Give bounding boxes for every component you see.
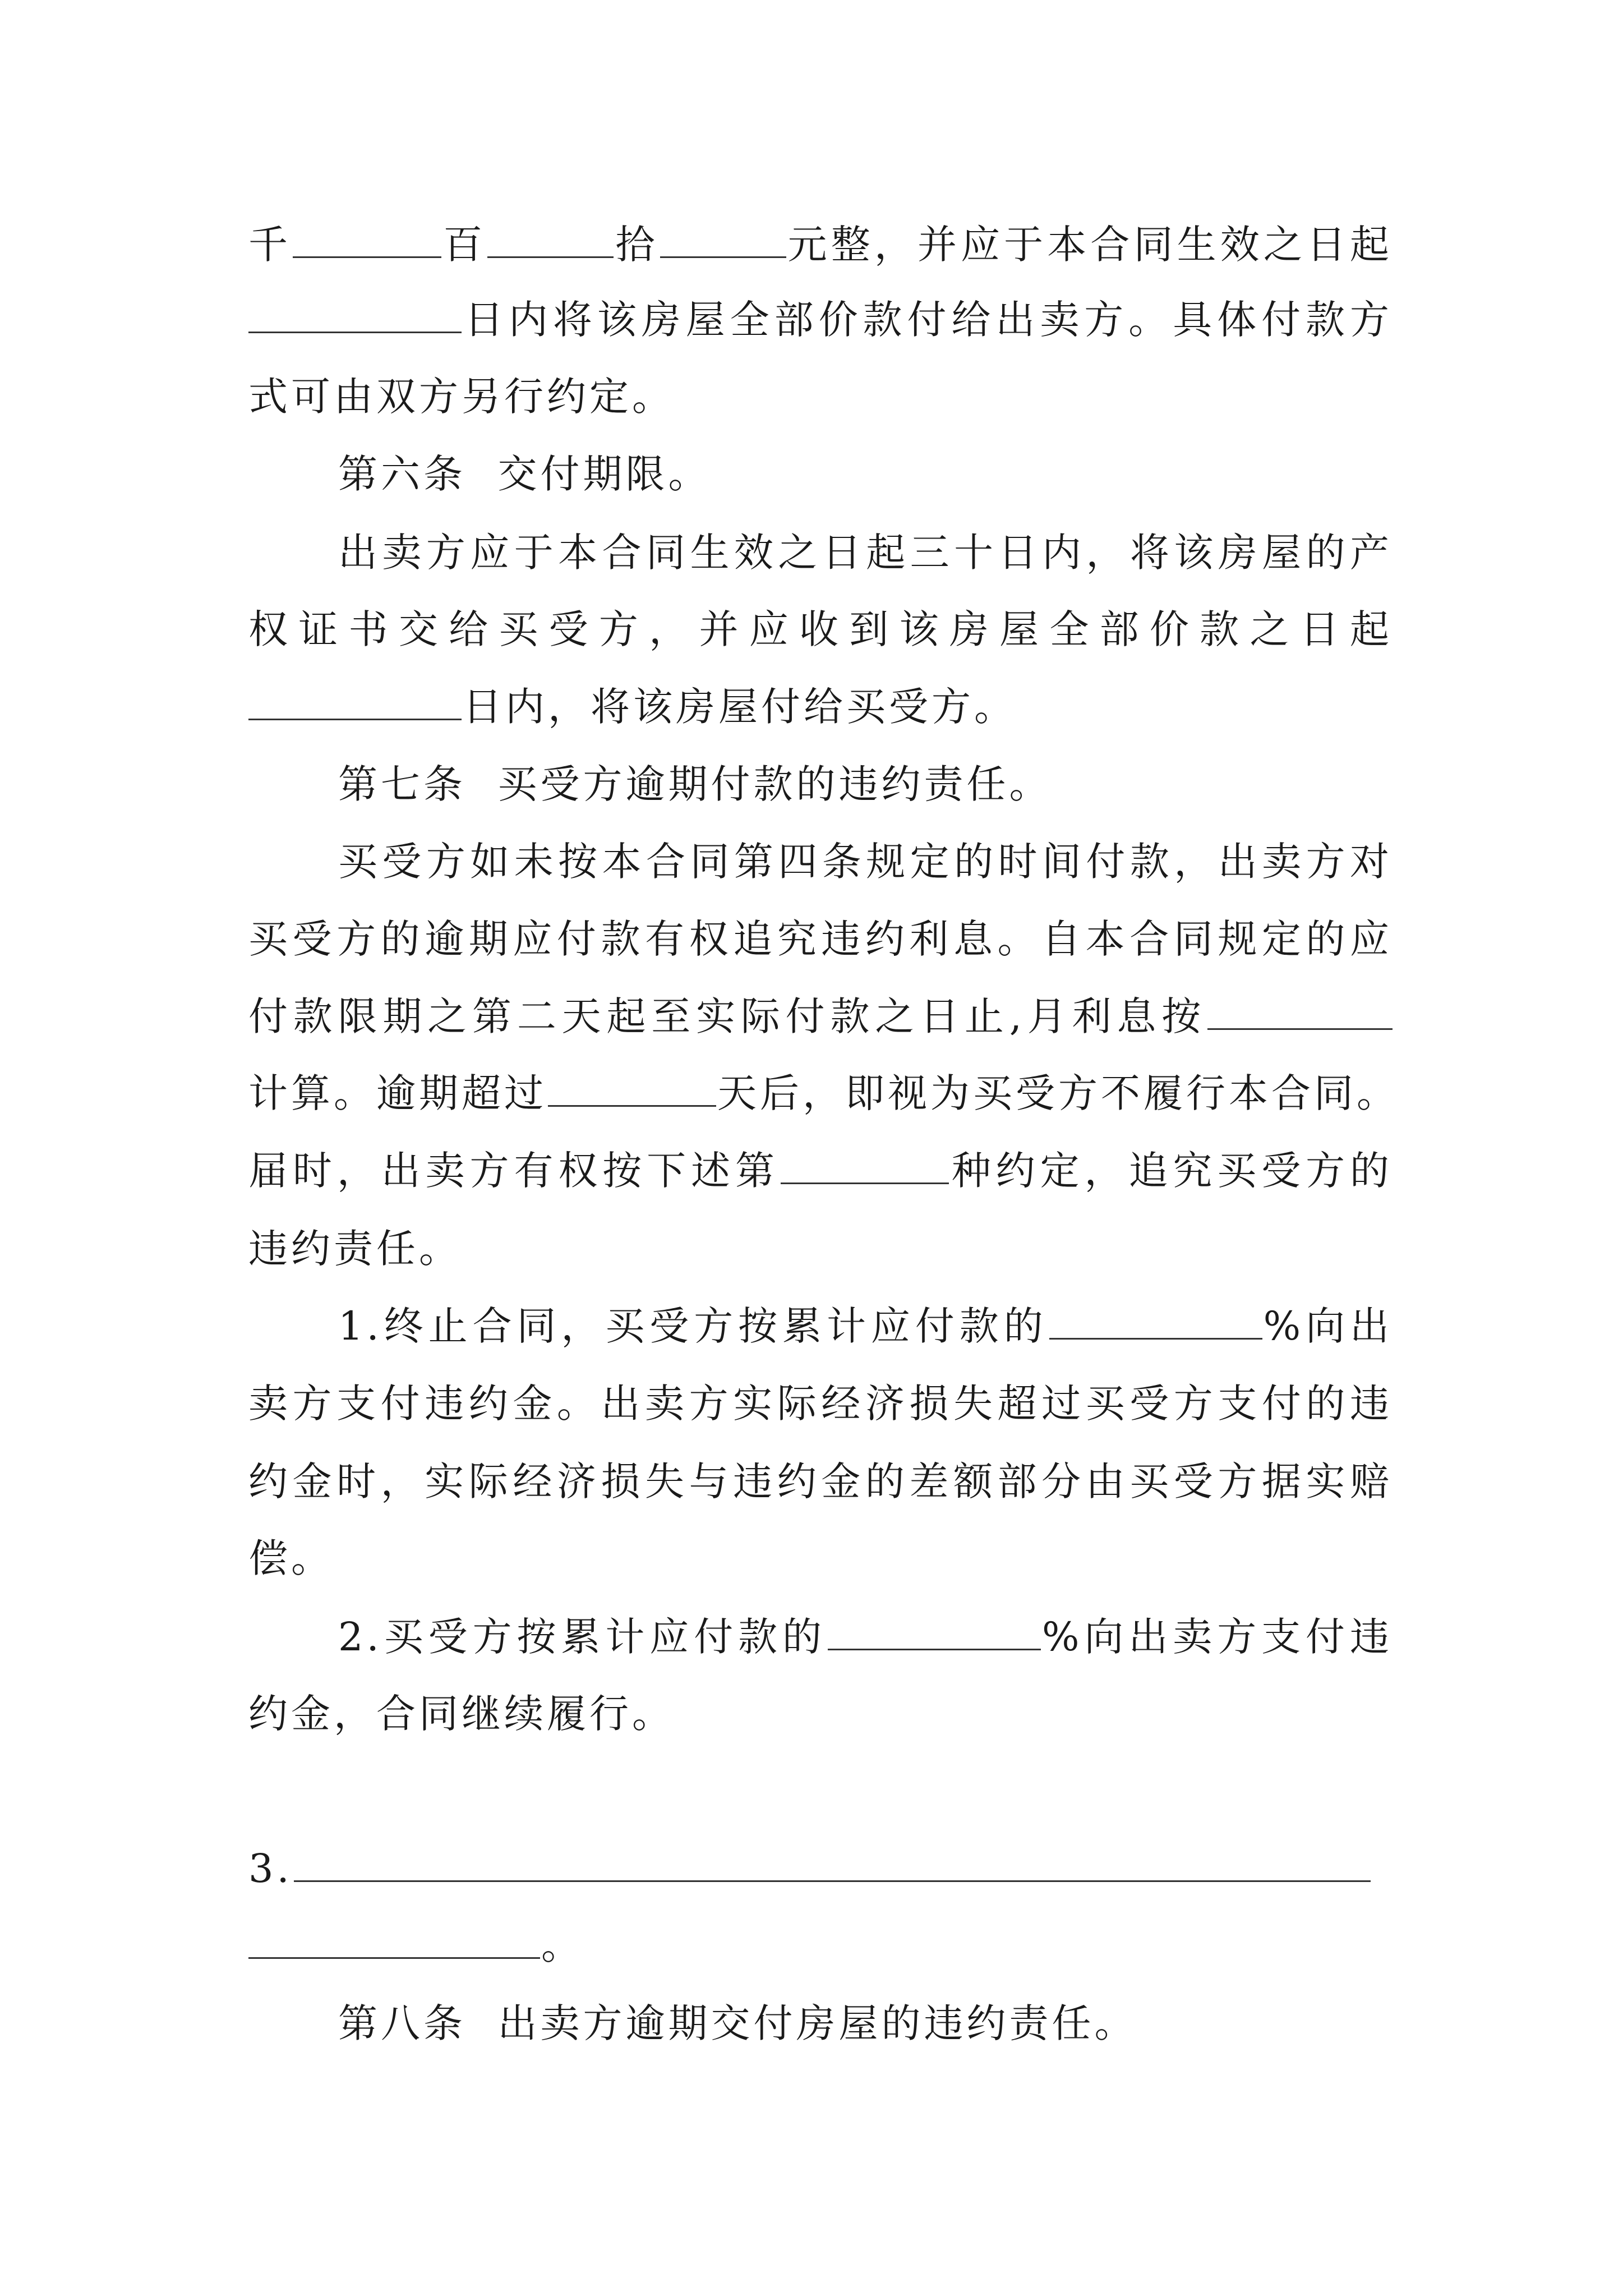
fill-in-blank[interactable] xyxy=(294,1841,1371,1882)
text-segment: 买受方如未按本合同第四条规定的时间付款，出卖方对 xyxy=(338,839,1393,885)
fill-in-blank[interactable] xyxy=(248,679,462,720)
fill-in-blank[interactable] xyxy=(548,1066,716,1107)
text-segment: 1.终止合同，买受方按累计应付款的 xyxy=(338,1303,1048,1349)
text-segment: %向出卖方支付违 xyxy=(1041,1614,1393,1660)
text-segment: 元整，并应于本合同生效之日起 xyxy=(787,222,1393,268)
text-line xyxy=(248,1137,1393,1204)
text-line xyxy=(248,1525,1393,1592)
fill-in-blank[interactable] xyxy=(1207,989,1393,1030)
fill-in-blank[interactable] xyxy=(828,1609,1041,1650)
list-item xyxy=(248,1835,1393,1902)
text-line xyxy=(248,1060,1399,1127)
text-segment: 计算。逾期超过 xyxy=(248,1070,547,1116)
article-heading xyxy=(338,751,1393,818)
text-line xyxy=(248,596,1393,663)
text-line xyxy=(248,673,1393,740)
text-segment: 第八条 出卖方逾期交付房屋的违约责任。 xyxy=(338,2000,1137,2046)
text-segment: 约金时，实际经济损失与违约金的差额部分由买受方据实赔 xyxy=(248,1458,1393,1504)
text-segment: 付款限期之第二天起至实际付款之日止,月利息按 xyxy=(248,993,1206,1039)
text-segment: 拾 xyxy=(615,222,659,268)
text-line xyxy=(338,519,1393,586)
text-segment: 千 xyxy=(248,222,292,268)
text-segment: 第七条 买受方逾期付款的违约责任。 xyxy=(338,761,1052,807)
text-segment: 出卖方应于本合同生效之日起三十日内，将该房屋的产 xyxy=(338,530,1393,576)
fill-in-blank[interactable] xyxy=(248,1918,540,1959)
fill-in-blank[interactable] xyxy=(293,217,441,258)
text-segment: 买受方的逾期应付款有权追究违约利息。自本合同规定的应 xyxy=(248,916,1393,962)
text-segment: 卖方支付违约金。出卖方实际经济损失超过买受方支付的违 xyxy=(248,1381,1393,1427)
text-line xyxy=(248,363,1393,430)
text-line xyxy=(248,983,1393,1050)
text-segment: 偿。 xyxy=(248,1535,334,1581)
text-segment: 第六条 交付期限。 xyxy=(338,451,711,497)
text-segment: 种约定，追究买受方的 xyxy=(949,1148,1393,1194)
text-line xyxy=(248,1448,1393,1515)
text-line xyxy=(248,211,1393,278)
text-segment: 天后，即视为买受方不履行本合同。 xyxy=(717,1070,1399,1116)
text-line xyxy=(248,1370,1393,1437)
text-segment: 式可由双方另行约定。 xyxy=(248,374,675,420)
fill-in-blank[interactable] xyxy=(1049,1299,1262,1340)
article-heading xyxy=(338,1990,1393,2057)
text-line xyxy=(248,1680,1393,1747)
text-segment: 届时，出卖方有权按下述第 xyxy=(248,1148,780,1194)
fill-in-blank[interactable] xyxy=(660,217,786,258)
list-item xyxy=(338,1603,1393,1671)
text-line xyxy=(248,286,1393,353)
text-segment: 百 xyxy=(442,222,487,268)
text-segment: 2.买受方按累计应付款的 xyxy=(338,1614,827,1660)
text-segment: 日内，将该房屋付给买受方。 xyxy=(463,684,1017,730)
list-item xyxy=(338,1292,1393,1360)
article-heading xyxy=(338,440,1393,508)
text-line xyxy=(248,905,1393,973)
text-segment: 违约责任。 xyxy=(248,1226,462,1272)
text-segment: 日内将该房屋全部价款付给出卖方。具体付款方 xyxy=(463,297,1393,343)
text-segment: 权证书交给买受方，并应收到该房屋全部价款之日起 xyxy=(248,606,1393,652)
text-line xyxy=(338,828,1393,895)
fill-in-blank[interactable] xyxy=(487,217,614,258)
fill-in-blank[interactable] xyxy=(781,1143,949,1184)
fill-in-blank[interactable] xyxy=(248,292,462,333)
text-segment: 。 xyxy=(541,1922,584,1968)
text-line xyxy=(248,1215,1393,1282)
text-segment: 约金，合同继续履行。 xyxy=(248,1691,675,1737)
text-segment: 3. xyxy=(248,1846,293,1892)
text-segment: %向出 xyxy=(1263,1303,1393,1349)
text-line xyxy=(248,1912,1393,1979)
